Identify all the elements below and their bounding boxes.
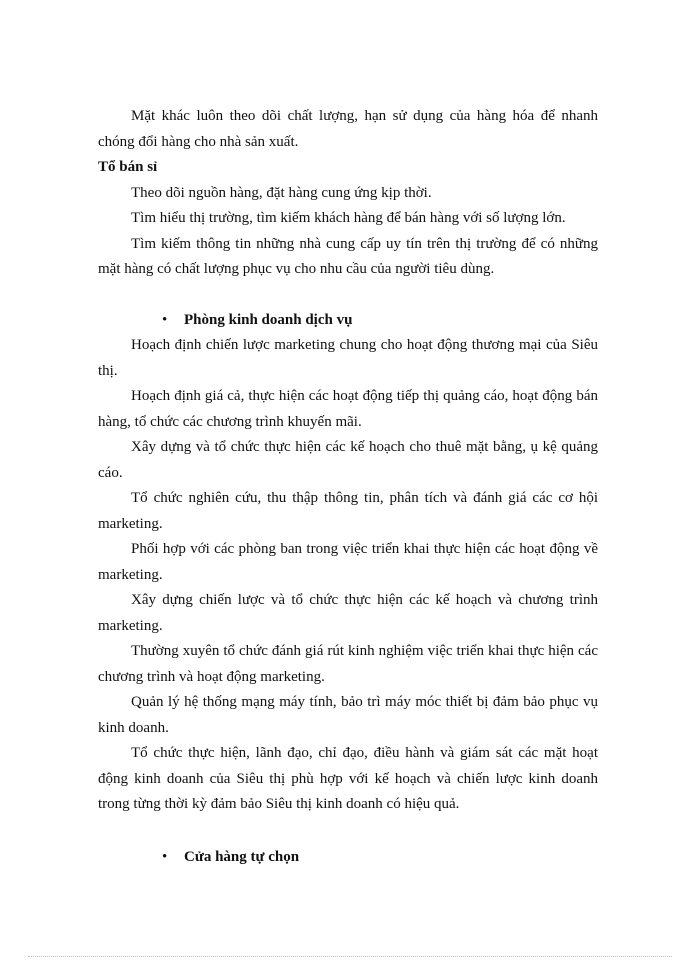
- bullet-heading-services: [98, 308, 598, 334]
- paragraph: Tổ chức nghiên cứu, thu thập thông tin, phân tích và đánh giá các cơ hội marketing.: [98, 490, 598, 532]
- bullet-icon: •: [162, 848, 168, 865]
- paragraph: Hoạch định chiến lược marketing chung cho hoạt động thương mại của Siêu thị.: [98, 337, 598, 379]
- paragraph: Tìm kiếm thông tin những nhà cung cấp uy tín trên thị trường để có những mặt hàng có chất lượng phục vụ cho nhu cầu của người tiêu dùng.: [98, 235, 598, 277]
- bullet-icon: •: [162, 311, 168, 328]
- paragraph: Hoạch định giá cả, thực hiện các hoạt động tiếp thị quảng cáo, hoạt động bán hàng, tổ chức các chương trình khuyến mãi.: [98, 388, 598, 430]
- paragraph: Phối hợp với các phòng ban trong việc triển khai thực hiện các hoạt động về marketing.: [98, 541, 598, 583]
- page-bottom-divider: [28, 956, 672, 957]
- paragraph: Thường xuyên tổ chức đánh giá rút kinh nghiệm việc triển khai thực hiện các chương trình và hoạt động marketing.: [98, 643, 598, 685]
- paragraph: Xây dựng và tổ chức thực hiện các kế hoạch cho thuê mặt bằng, ụ kệ quảng cáo.: [98, 439, 598, 481]
- section-heading-wholesale: Tổ bán sỉ: [98, 159, 158, 175]
- paragraph: Xây dựng chiến lược và tổ chức thực hiện các kế hoạch và chương trình marketing.: [98, 592, 598, 634]
- bullet-heading-label: Phòng kinh doanh dịch vụ: [184, 311, 353, 328]
- paragraph: Tìm hiểu thị trường, tìm kiếm khách hàng để bán hàng với số lượng lớn.: [131, 210, 566, 226]
- paragraph: Tổ chức thực hiện, lãnh đạo, chỉ đạo, điều hành và giám sát các mặt hoạt động kinh doanh của Siêu thị phù hợp với kế hoạch và chiến lược kinh doanh trong từng thời kỳ đảm bảo Siêu thị kinh doanh có hiệu quả.: [98, 745, 598, 812]
- paragraph: Mặt khác luôn theo dõi chất lượng, hạn sử dụng của hàng hóa để nhanh chóng đổi hàng cho nhà sản xuất.: [98, 108, 598, 150]
- bullet-heading-store: [98, 845, 598, 871]
- paragraph: Theo dõi nguồn hàng, đặt hàng cung ứng kịp thời.: [131, 184, 432, 201]
- paragraph: Quản lý hệ thống mạng máy tính, bảo trì máy móc thiết bị đảm bảo phục vụ kinh doanh.: [98, 694, 598, 736]
- document-body: [98, 104, 598, 870]
- bullet-heading-label: Cửa hàng tự chọn: [184, 848, 300, 865]
